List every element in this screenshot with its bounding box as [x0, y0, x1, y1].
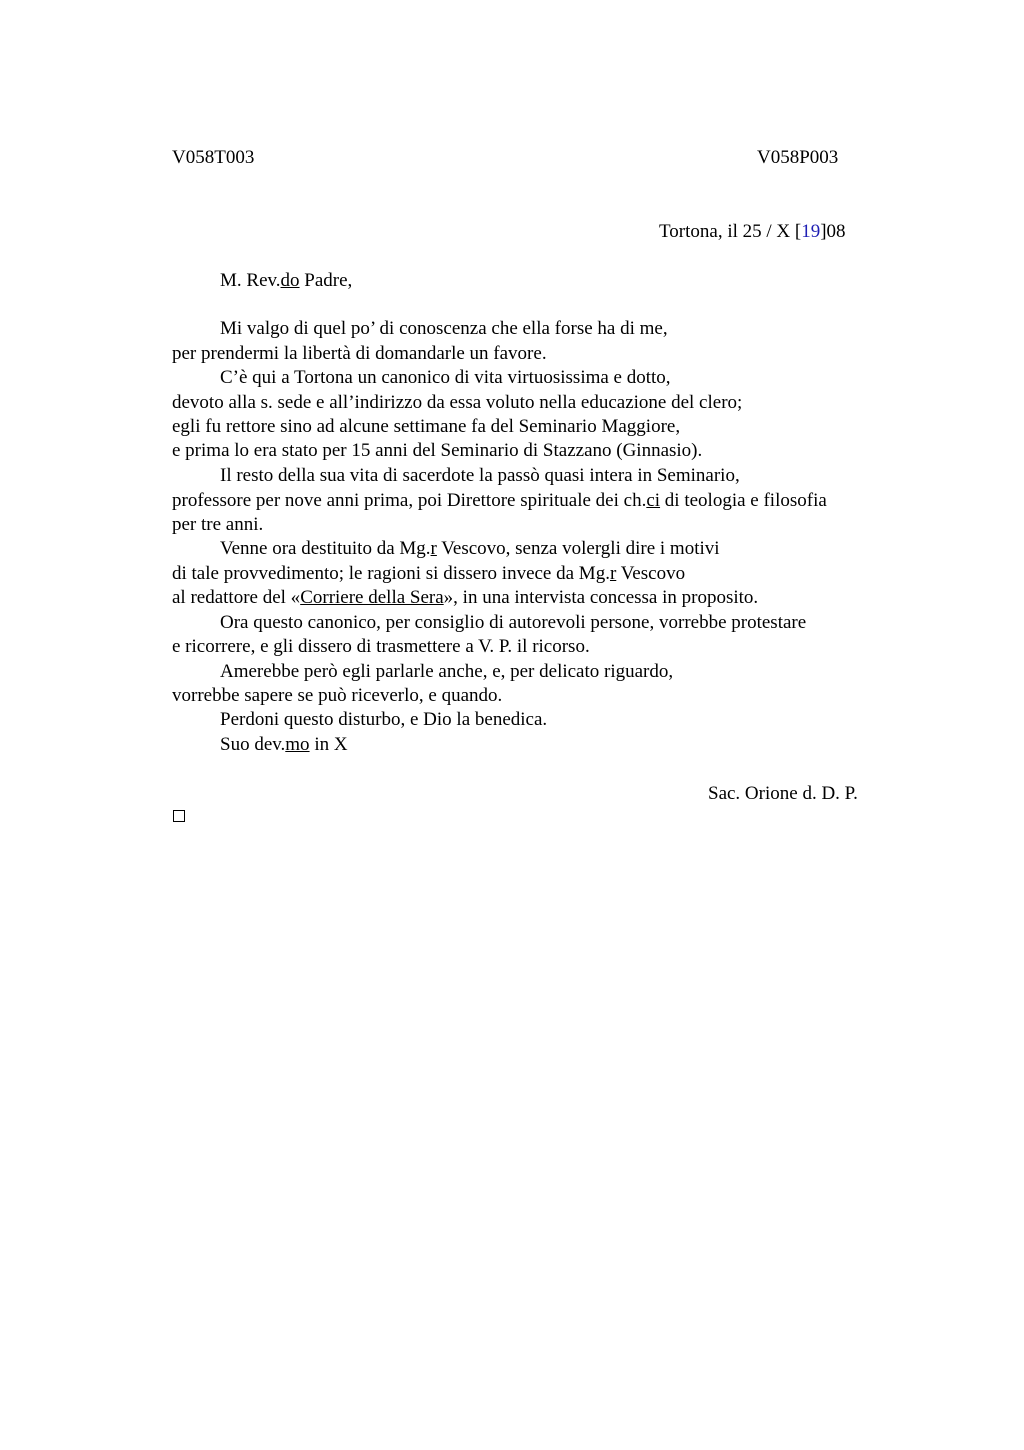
year-insert: 19	[801, 221, 821, 242]
line-abbr: r	[430, 538, 437, 559]
line-text: di tale provvedimento; le ragioni si dissero invece da Mg.	[172, 563, 610, 584]
date-suffix: ]08	[820, 221, 846, 242]
body-line: e ricorrere, e gli dissero di trasmettere a V. P. il ricorso.	[172, 636, 590, 657]
body-line: per prendermi la libertà di domandarle un favore.	[172, 343, 547, 364]
body-line	[172, 562, 685, 586]
body-line: vorrebbe sapere se può riceverlo, e quando.	[172, 685, 503, 706]
salutation-post: Padre,	[299, 270, 353, 291]
line-text: Vescovo, senza volergli dire i motivi	[436, 538, 720, 559]
line-text: al redattore del «	[172, 587, 301, 608]
body-line	[220, 537, 720, 561]
body-line	[172, 586, 758, 610]
salutation-pre: M. Rev.	[220, 270, 281, 291]
line-text: di teologia e filosofia	[660, 490, 827, 511]
right-code: V058P003	[757, 147, 839, 168]
body-line: Il resto della sua vita di sacerdote la passò quasi intera in Seminario,	[220, 465, 740, 486]
dateline	[659, 220, 846, 244]
salutation-abbr: do	[280, 270, 300, 291]
line-abbr: r	[609, 563, 617, 584]
body-line: egli fu rettore sino ad alcune settimane fa del Seminario Maggiore,	[172, 416, 681, 437]
body-line	[172, 489, 827, 513]
newspaper-title: Corriere della Sera	[300, 587, 444, 608]
body-line: Amerebbe però egli parlarle anche, e, per delicato riguardo,	[220, 661, 674, 682]
salutation	[220, 269, 352, 293]
line-text: Vescovo	[616, 563, 686, 584]
body-line: per tre anni.	[172, 514, 264, 535]
signature: Sac. Orione d. D. P.	[708, 783, 858, 804]
body-line: e prima lo era stato per 15 anni del Seminario di Stazzano (Ginnasio).	[172, 440, 703, 461]
line-text: Suo dev.	[220, 734, 286, 755]
empty-box-icon	[173, 810, 185, 822]
body-line: Mi valgo di quel po’ di conoscenza che ella forse ha di me,	[220, 318, 668, 339]
closing-line	[220, 733, 348, 757]
date-prefix: Tortona, il 25 / X [	[659, 221, 802, 242]
left-code: V058T003	[172, 147, 255, 168]
body-line: devoto alla s. sede e all’indirizzo da essa voluto nella educazione del clero;	[172, 392, 743, 413]
line-text: professore per nove anni prima, poi Direttore spirituale dei ch.	[172, 490, 647, 511]
line-abbr: ci	[646, 490, 661, 511]
line-abbr: mo	[285, 734, 310, 755]
body-line: Perdoni questo disturbo, e Dio la benedica.	[220, 709, 548, 730]
body-line: Ora questo canonico, per consiglio di autorevoli persone, vorrebbe protestare	[220, 612, 807, 633]
body-line: C’è qui a Tortona un canonico di vita virtuosissima e dotto,	[220, 367, 671, 388]
line-text: », in una intervista concessa in proposito.	[443, 587, 759, 608]
line-text: Venne ora destituito da Mg.	[220, 538, 431, 559]
line-text: in X	[309, 734, 348, 755]
